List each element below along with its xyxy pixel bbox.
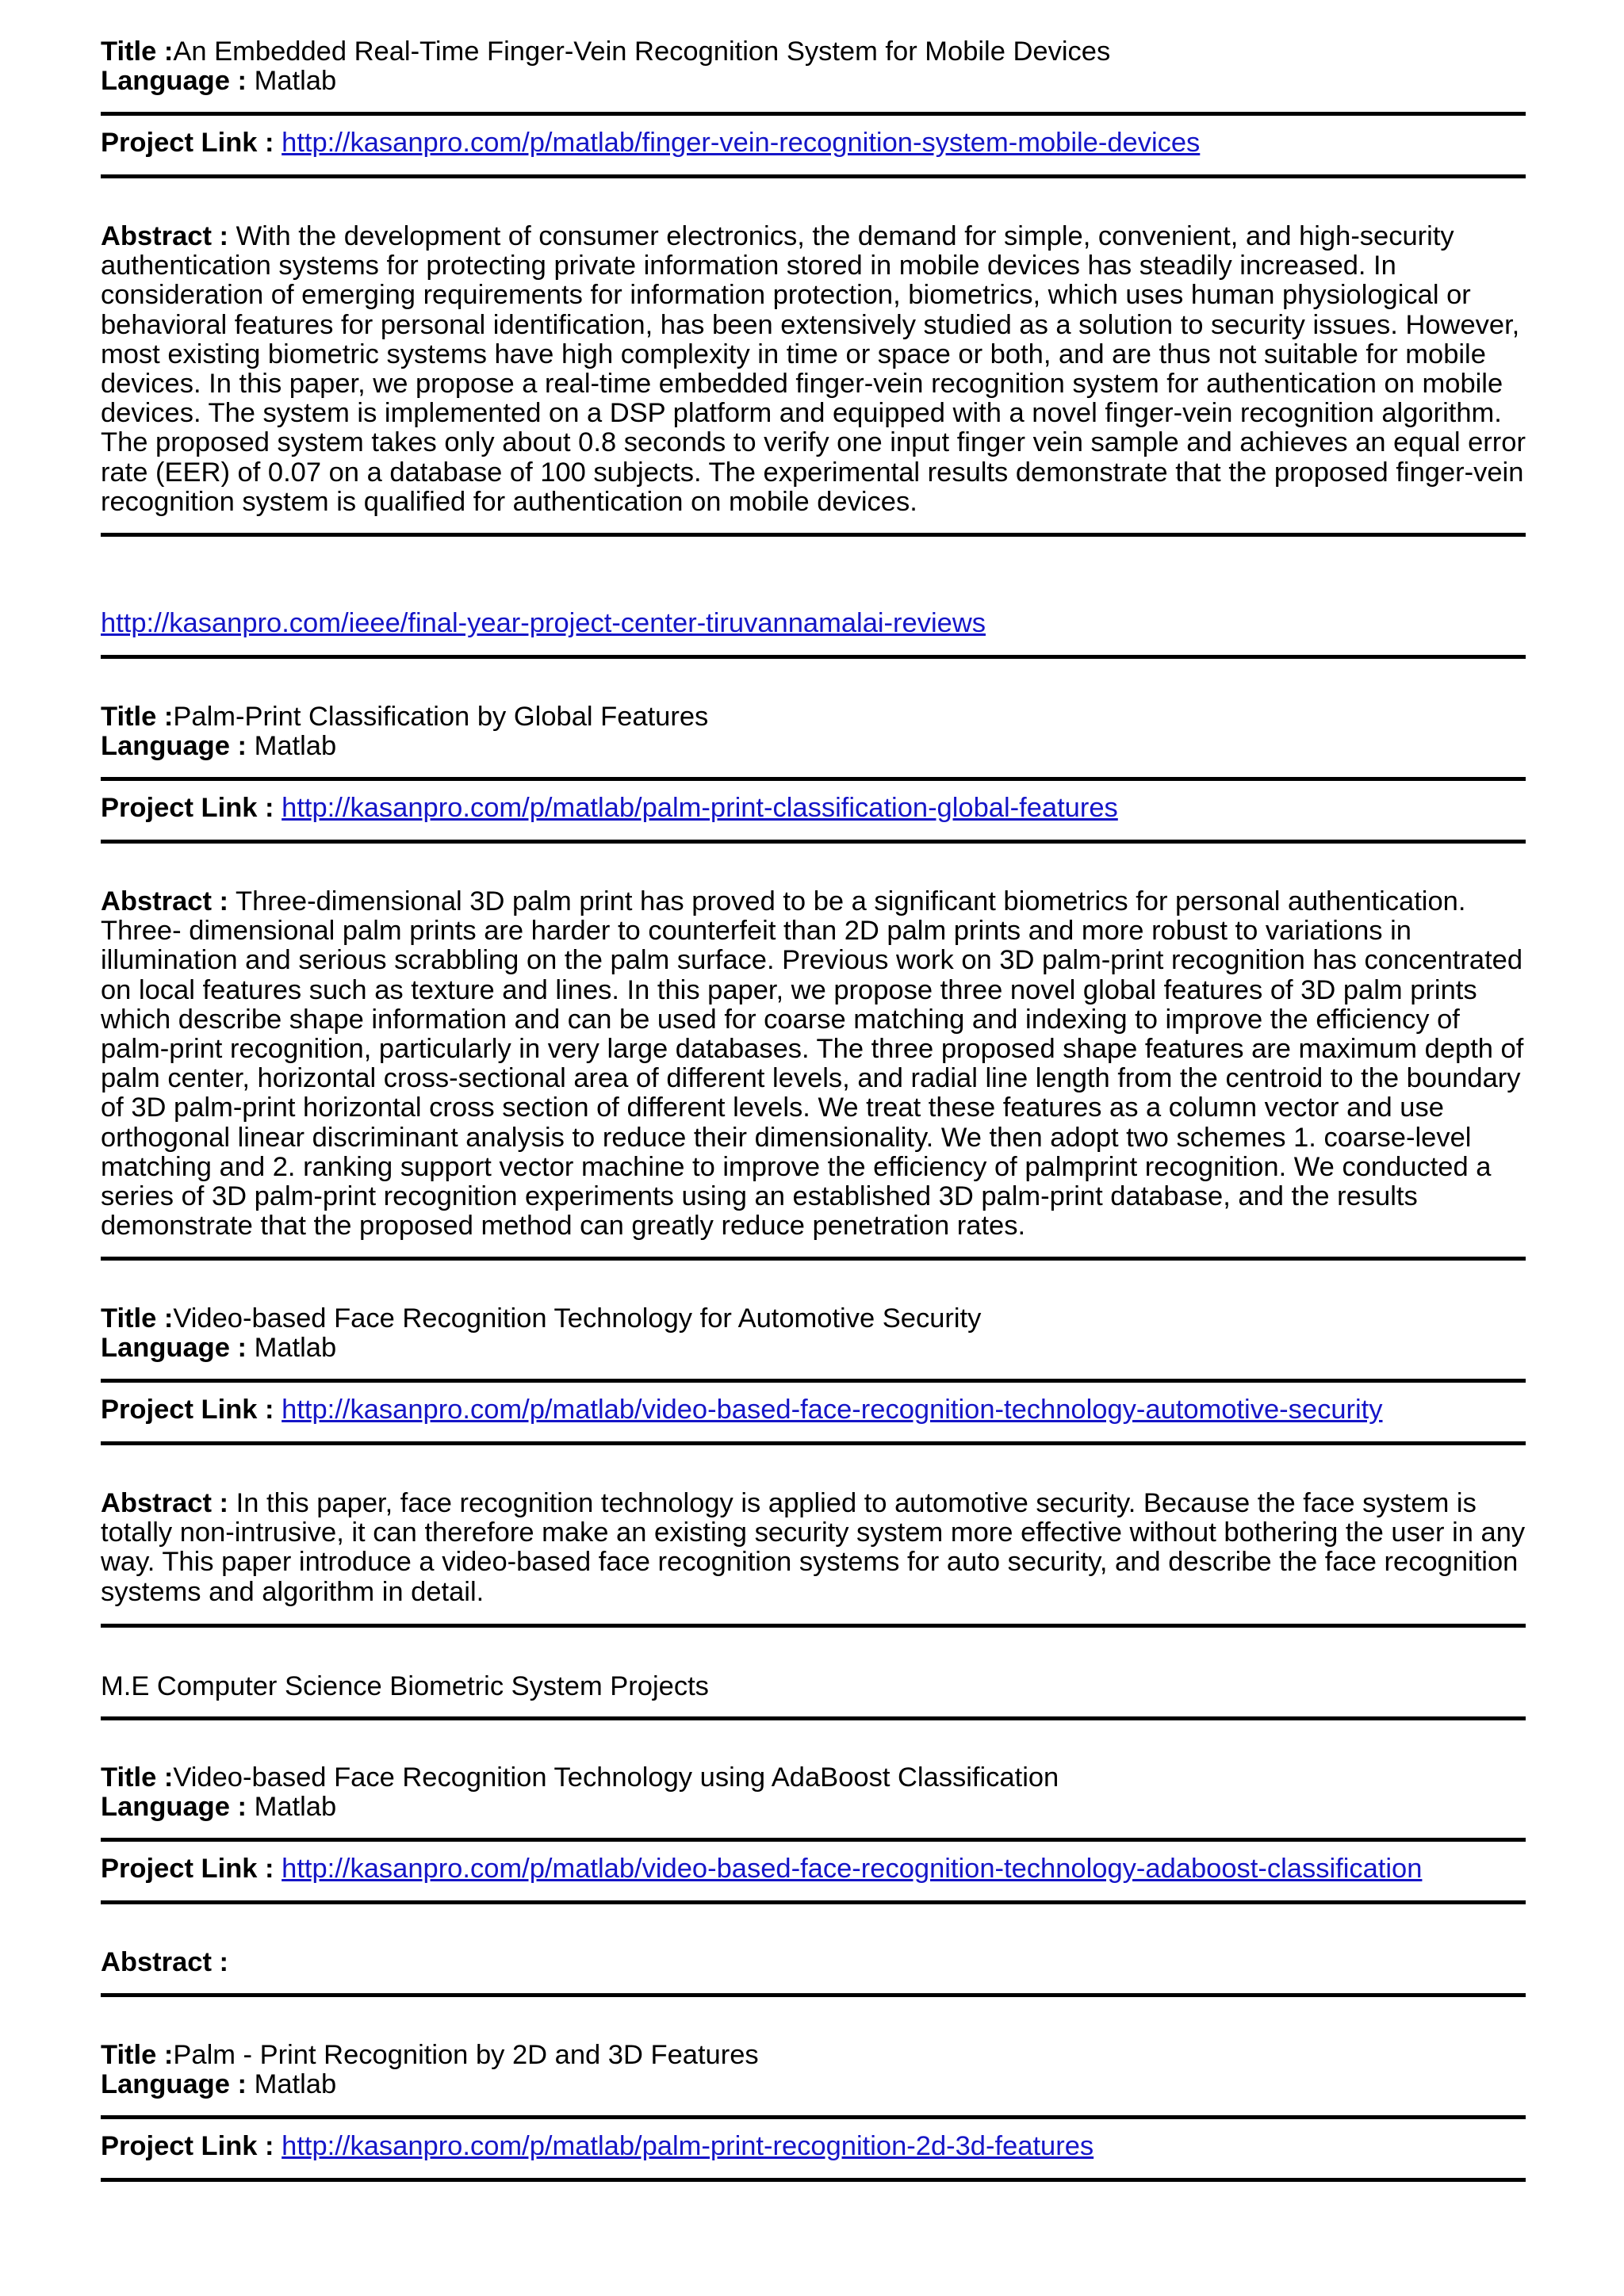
abstract-text: With the development of consumer electronics, the demand for simple, convenient, and high-security authentication systems for protecting private information stored in mobile devices has steadily increased. In consideration of emerging requirements for information protection, biometrics, which uses human physiological or behavioral features for personal identification, has been extensively studied as a solution to security issues. However, most existing biometric systems have high complexity in time or space or both, and are thus not suitable for mobile devices. In this paper, we propose a real-time embedded finger-vein recognition system for authentication on mobile devices. The system is implemented on a DSP platform and equipped with a novel finger-vein recognition algorithm. The proposed system takes only about 0.8 seconds to verify one input finger vein sample and achieves an equal error rate (EER) of 0.07 on a database of 100 subjects. The experimental results demonstrate that the proposed finger-vein recognition system is qualified for authentication on mobile devices. xyxy=(101,221,1526,517)
abstract-text: In this paper, face recognition technology is applied to automotive security. Because the face system is totally non-intrusive, it can therefore make an existing security system more effective without bothering the user in any way. This paper introduce a video-based face recognition systems for auto security, and describe the face recognition systems and algorithm in detail. xyxy=(101,1488,1526,1607)
language-label: Language : xyxy=(101,2069,247,2099)
project-title: Video-based Face Recognition Technology using AdaBoost Classification xyxy=(173,1762,1059,1793)
project-link[interactable]: http://kasanpro.com/p/matlab/video-based-face-recognition-technology-adaboost-classification xyxy=(282,1854,1423,1884)
project-link-line xyxy=(101,1395,1383,1425)
project-2-header xyxy=(101,702,708,761)
project-link-label: Project Link : xyxy=(101,1854,274,1884)
title-label: Title : xyxy=(101,1303,174,1334)
project-title-line xyxy=(101,2041,759,2070)
project-4-header xyxy=(101,1763,1059,1822)
divider xyxy=(101,1838,1526,1842)
project-link[interactable]: http://kasanpro.com/p/matlab/finger-vein-recognition-system-mobile-devices xyxy=(282,128,1201,158)
abstract-text: Three-dimensional 3D palm print has proved to be a significant biometrics for personal authentication. Three- dimensional palm prints are harder to counterfeit than 2D palm prints and more robust to variations in illumination and serious scrabbling on the palm surface. Previous work on 3D palm-print recognition has concentrated on local features such as texture and lines. In this paper, we propose three novel global features of 3D palm prints which describe shape information and can be used for coarse matching and indexing to improve the efficiency of palm-print recognition, particularly in very large databases. The three proposed shape features are maximum depth of palm center, horizontal cross-sectional area of different levels, and radial line length from the centroid to the boundary of 3D palm-print horizontal cross section of different levels. We treat these features as a column vector and use orthogonal linear discriminant analysis to reduce their dimensionality. We then adopt two schemes 1. coarse-level matching and 2. ranking support vector machine to improve the efficiency of palmprint recognition. We conducted a series of 3D palm-print recognition experiments using an established 3D palm-print database, and the results demonstrate that the proposed method can greatly reduce penetration rates. xyxy=(101,886,1524,1242)
divider xyxy=(101,1379,1526,1383)
project-5-header xyxy=(101,2041,759,2099)
project-abstract xyxy=(101,222,1526,517)
language-label: Language : xyxy=(101,731,247,761)
divider xyxy=(101,840,1526,844)
project-language: Matlab xyxy=(254,66,337,96)
language-label: Language : xyxy=(101,66,247,96)
project-language-line xyxy=(101,1793,1059,1822)
project-link[interactable]: http://kasanpro.com/p/matlab/palm-print-classification-global-features xyxy=(282,793,1118,823)
project-3-header xyxy=(101,1304,981,1363)
abstract-label: Abstract : xyxy=(101,1488,229,1518)
project-language: Matlab xyxy=(254,2069,337,2099)
project-title-line xyxy=(101,37,1110,67)
project-abstract xyxy=(101,1948,1526,1977)
abstract-label: Abstract : xyxy=(101,1947,229,1977)
divider xyxy=(101,1900,1526,1904)
project-title: An Embedded Real-Time Finger-Vein Recognition System for Mobile Devices xyxy=(173,36,1111,67)
divider xyxy=(101,1624,1526,1628)
project-title: Palm - Print Recognition by 2D and 3D Features xyxy=(173,2040,759,2070)
language-label: Language : xyxy=(101,1792,247,1822)
abstract-label: Abstract : xyxy=(101,221,229,251)
divider xyxy=(101,112,1526,116)
project-abstract xyxy=(101,1489,1526,1607)
divider xyxy=(101,655,1526,659)
project-link-label: Project Link : xyxy=(101,2131,274,2161)
divider xyxy=(101,777,1526,781)
title-label: Title : xyxy=(101,1762,174,1793)
project-language: Matlab xyxy=(254,1333,337,1363)
project-link-line xyxy=(101,794,1118,823)
project-language-line xyxy=(101,1334,981,1363)
project-language-line xyxy=(101,732,708,761)
divider xyxy=(101,2115,1526,2119)
divider xyxy=(101,1257,1526,1261)
project-title-line xyxy=(101,1304,981,1334)
section-heading: M.E Computer Science Biometric System Projects xyxy=(101,1671,709,1701)
project-link-line xyxy=(101,128,1200,158)
title-label: Title : xyxy=(101,702,174,732)
divider xyxy=(101,174,1526,178)
project-link-line xyxy=(101,1854,1422,1884)
divider xyxy=(101,533,1526,537)
project-1-header xyxy=(101,37,1110,96)
project-link[interactable]: http://kasanpro.com/p/matlab/palm-print-recognition-2d-3d-features xyxy=(282,2131,1094,2161)
divider xyxy=(101,2178,1526,2182)
project-link-label: Project Link : xyxy=(101,793,274,823)
title-label: Title : xyxy=(101,36,174,67)
project-language-line xyxy=(101,67,1110,96)
project-link-line xyxy=(101,2132,1094,2161)
project-title: Palm-Print Classification by Global Features xyxy=(173,702,709,732)
reviews-link[interactable]: http://kasanpro.com/ieee/final-year-project-center-tiruvannamalai-reviews xyxy=(101,608,986,638)
divider xyxy=(101,1993,1526,1997)
project-link-label: Project Link : xyxy=(101,1395,274,1425)
language-label: Language : xyxy=(101,1333,247,1363)
project-title: Video-based Face Recognition Technology for Automotive Security xyxy=(173,1303,982,1334)
abstract-label: Abstract : xyxy=(101,886,229,916)
project-title-line xyxy=(101,1763,1059,1793)
project-language-line xyxy=(101,2070,759,2099)
title-label: Title : xyxy=(101,2040,174,2070)
divider xyxy=(101,1441,1526,1445)
project-link-label: Project Link : xyxy=(101,128,274,158)
project-abstract xyxy=(101,887,1526,1241)
project-title-line xyxy=(101,702,708,732)
project-link[interactable]: http://kasanpro.com/p/matlab/video-based-face-recognition-technology-automotive-security xyxy=(282,1395,1383,1425)
reviews-link-line xyxy=(101,609,986,638)
project-language: Matlab xyxy=(254,731,337,761)
project-language: Matlab xyxy=(254,1792,337,1822)
divider xyxy=(101,1716,1526,1720)
